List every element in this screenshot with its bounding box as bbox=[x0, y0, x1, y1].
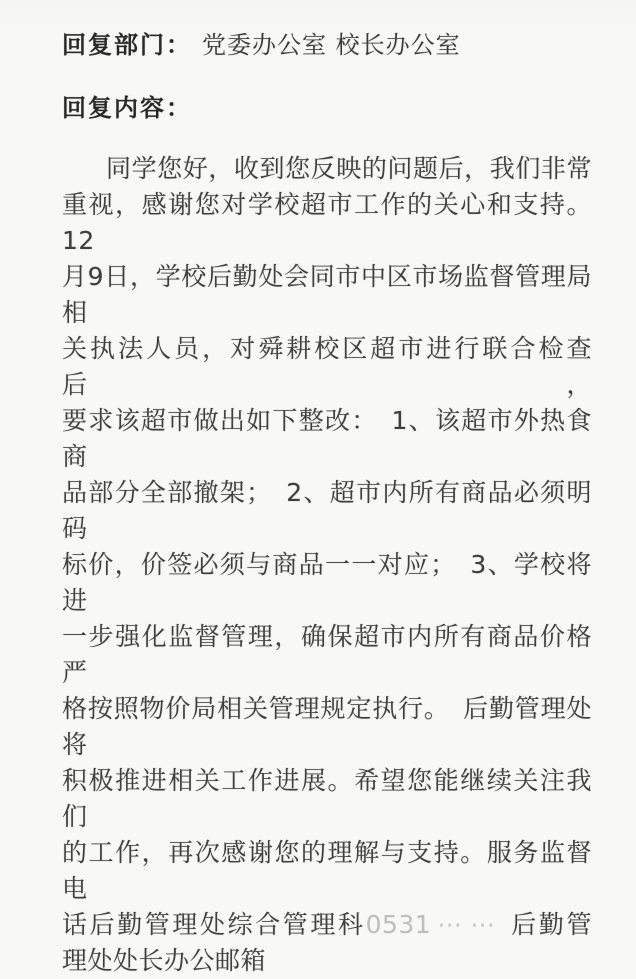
paragraph-line bbox=[62, 835, 592, 907]
text-run: 的工作，再次感谢您的理解与支持。服务监督电 bbox=[62, 838, 592, 903]
paragraph-line bbox=[62, 187, 592, 259]
text-run: 话后勤管理处综合管理科 bbox=[62, 910, 366, 939]
redacted-phone-number: ⋯⋯ bbox=[437, 910, 504, 939]
paragraph-line bbox=[62, 691, 592, 763]
text-run: 同学您好，收到您反映的问题后，我们非常 bbox=[106, 154, 592, 183]
paragraph-line bbox=[62, 475, 592, 547]
reply-department-value: 党委办公室 校长办公室 bbox=[202, 31, 461, 59]
text-run: 要求该超市做出如下整改： 1、该超市外热食商 bbox=[62, 406, 592, 471]
paragraph-line bbox=[62, 763, 592, 835]
reply-content-label: 回复内容： bbox=[62, 94, 192, 122]
paragraph-line bbox=[62, 151, 592, 187]
redacted-phone-number: 0531 bbox=[365, 910, 432, 939]
reply-department-label: 回复部门： bbox=[62, 31, 192, 59]
paragraph-line bbox=[62, 547, 592, 619]
paragraph-line bbox=[62, 943, 592, 979]
paragraph-line bbox=[62, 907, 592, 943]
paragraph-line bbox=[62, 619, 592, 691]
paragraph-line bbox=[62, 403, 592, 475]
text-run: 积极推进相关工作进展。希望您能继续关注我们 bbox=[62, 766, 592, 831]
text-run: 格按照物价局相关管理规定执行。 后勤管理处将 bbox=[62, 694, 592, 759]
text-run: 月9日，学校后勤处会同市中区市场监督管理局相 bbox=[62, 262, 592, 327]
text-run: 标价，价签必须与商品一一对应； 3、学校将进 bbox=[62, 550, 592, 615]
text-run: 关执法人员，对舜耕校区超市进行联合检查后， bbox=[62, 334, 592, 399]
paragraph-line bbox=[62, 259, 592, 331]
reply-content-row bbox=[62, 93, 592, 123]
text-run: 理处处长办公邮箱 bbox=[62, 946, 267, 975]
text-run: 重视，感谢您对学校超市工作的关心和支持。12 bbox=[62, 190, 592, 255]
reply-paragraph bbox=[62, 151, 592, 979]
text-run: 一步强化监督管理，确保超市内所有商品价格严 bbox=[62, 622, 592, 687]
text-run: 品部分全部撤架； 2、超市内所有商品必须明码 bbox=[62, 478, 592, 543]
paragraph-line bbox=[62, 331, 592, 403]
reply-department-row bbox=[62, 30, 592, 60]
text-run: 后勤管 bbox=[509, 910, 592, 939]
